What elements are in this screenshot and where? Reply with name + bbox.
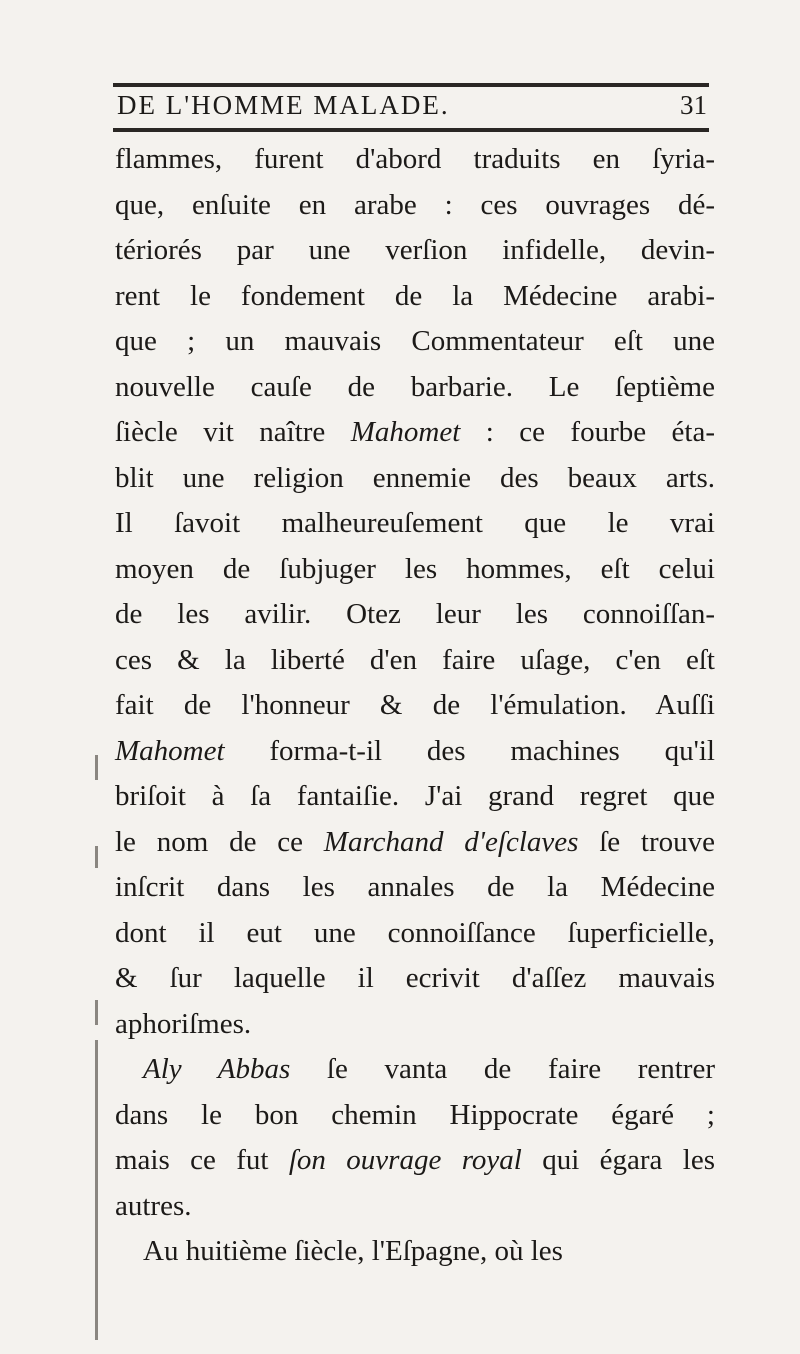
text-segment: qui égara les: [521, 1144, 716, 1176]
text-line: [115, 501, 715, 547]
text-segment: : ce fourbe éta-: [460, 416, 715, 448]
text-segment: ſiècle vit naître: [115, 416, 351, 448]
text-line: [115, 592, 715, 638]
text-segment: inſcrit dans les annales de la Médecine: [115, 871, 715, 903]
text-segment: nouvelle cauſe de barbarie. Le ſeptième: [115, 370, 715, 403]
text-line: [115, 137, 715, 183]
text-segment: fait de l'honneur & de l'émulation. Auſſi: [115, 689, 715, 721]
text-segment: flammes, furent d'abord traduits en ſyria-: [115, 143, 715, 175]
text-segment: tériorés par une verſion infidelle, devin-: [115, 234, 715, 266]
text-segment: forma-t-il des machines qu'il: [224, 734, 715, 767]
text-line: [115, 638, 715, 684]
text-segment: le nom de ce: [115, 825, 324, 858]
text-line: [115, 774, 715, 820]
text-segment: mais ce fut: [115, 1144, 289, 1176]
text-line: [115, 456, 715, 502]
text-line: [115, 547, 715, 593]
text-segment: que ; un mauvais Commentateur eſt une: [115, 325, 715, 357]
page-header: [117, 90, 707, 130]
italic-text: ſon ouvrage royal: [288, 1144, 522, 1176]
text-segment: ſe trouve: [578, 825, 716, 858]
text-line: [115, 1138, 715, 1184]
text-segment: Il ſavoit malheureuſement que le vrai: [115, 507, 715, 539]
text-segment: briſoit à ſa fantaiſie. J'ai grand regret que: [115, 780, 715, 812]
page-number: 31: [680, 90, 707, 120]
text-line: [115, 820, 715, 866]
text-segment: dont il eut une connoiſſance ſuperficielle,: [115, 916, 715, 949]
text-line: [115, 365, 715, 411]
text-line: [115, 956, 715, 1002]
header-rule: [113, 128, 709, 132]
text-line: [115, 228, 715, 274]
margin-mark: [95, 755, 98, 780]
margin-mark: [95, 846, 98, 868]
text-segment: Au huitième ſiècle, l'Eſpagne, où les: [143, 1235, 563, 1267]
text-line: [115, 1229, 715, 1275]
margin-mark: [95, 1000, 98, 1025]
top-rule: [113, 83, 709, 87]
running-head: DE L'HOMME MALADE.: [117, 90, 450, 120]
text-segment: que, enſuite en arabe : ces ouvrages dé-: [115, 188, 715, 221]
text-line: [115, 1047, 715, 1093]
text-segment: blit une religion ennemie des beaux arts.: [115, 461, 715, 494]
text-line: [115, 911, 715, 957]
text-segment: & ſur laquelle il ecrivit d'aſſez mauvais: [115, 962, 715, 994]
text-line: [115, 683, 715, 729]
text-line: [115, 1002, 715, 1048]
text-segment: ſe vanta de faire rentrer: [290, 1053, 715, 1085]
text-segment: moyen de ſubjuger les hommes, eſt celui: [115, 552, 715, 585]
text-segment: dans le bon chemin Hippocrate égaré ;: [115, 1098, 715, 1131]
text-segment: aphoriſmes.: [115, 1007, 252, 1040]
italic-text: Marchand d'eſclaves: [323, 825, 579, 858]
text-segment: autres.: [115, 1189, 192, 1222]
text-line: [115, 319, 715, 365]
text-line: [115, 1093, 715, 1139]
text-line: [115, 1184, 715, 1230]
body-text: [115, 137, 715, 1275]
text-line: [115, 410, 715, 456]
text-segment: rent le fondement de la Médecine arabi-: [115, 279, 715, 312]
text-line: [115, 729, 715, 775]
text-line: [115, 183, 715, 229]
text-segment: de les avilir. Otez leur les connoiſſan-: [115, 598, 715, 630]
italic-text: Mahomet: [350, 416, 461, 448]
text-segment: ces & la liberté d'en faire uſage, c'en eſt: [115, 643, 715, 676]
italic-text: Aly Abbas: [143, 1053, 291, 1085]
italic-text: Mahomet: [115, 734, 225, 767]
text-line: [115, 865, 715, 911]
text-line: [115, 274, 715, 320]
margin-mark: [95, 1040, 98, 1340]
